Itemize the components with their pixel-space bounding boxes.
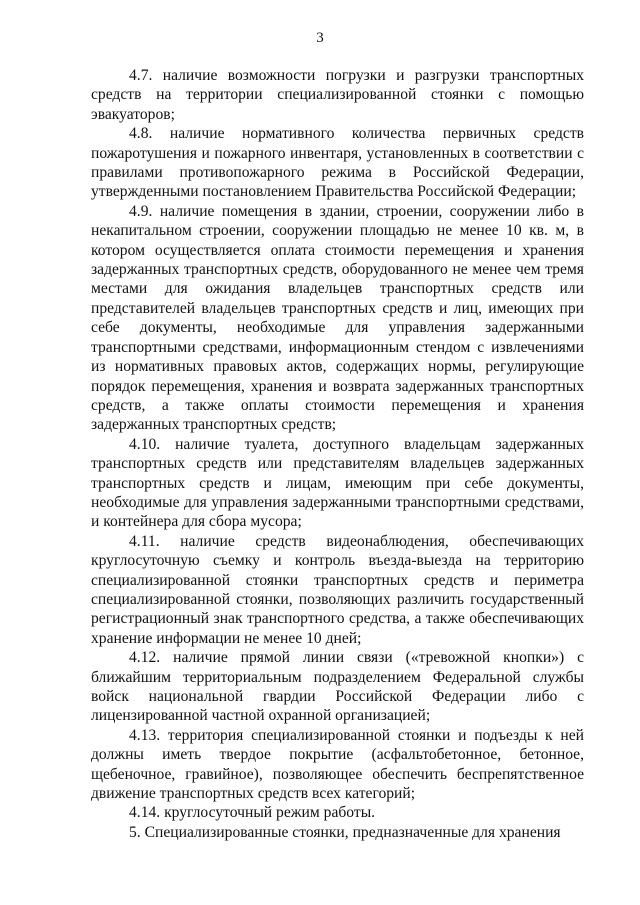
paragraph-4-14: 4.14. круглосуточный режим работы. bbox=[129, 804, 376, 822]
paragraph-4-7: 4.7. наличие возможности погрузки и разгрузки транспортных средств на территории специализированной стоянки с помощью эвакуаторов; bbox=[91, 67, 584, 123]
page-number: 3 bbox=[316, 30, 324, 46]
paragraph-4-8: 4.8. наличие нормативного количества первичных средств пожаротушения и пожарного инвентаря, установленных в соответствии с правилами противопожарного режима в Российской Федерации, утвержденными постановлением Правительства Российской Федерации; bbox=[91, 125, 584, 201]
paragraph-4-12: 4.12. наличие прямой линии связи («тревожной кнопки») с ближайшим территориальным подразделением Федеральной службы войск национальной гвардии Российской Федерации либо с лицензированной частной охранной организацией; bbox=[91, 649, 584, 725]
paragraph-4-10: 4.10. наличие туалета, доступного владельцам задержанных транспортных средств или представителям владельцев задержанных транспортных средств и лицам, имеющим при себе документы, необходимые для управления задержанными транспортными средствами, и контейнера для сбора мусора; bbox=[91, 435, 584, 531]
paragraph-4-13: 4.13. территория специализированной стоянки и подъезды к ней должны иметь твердое покрытие (асфальтобетонное, бетонное, щебеночное, гравийное), позволяющее обеспечить беспрепятственное движение транспортных средств всех категорий; bbox=[91, 726, 584, 803]
paragraph-4-11: 4.11. наличие средств видеонаблюдения, обеспечивающих круглосуточную съемку и контроль въезда-выезда на территорию специализированной стоянки транспортных средств и периметра специализированной стоянки, позволяющих различить государственный регистрационный знак транспортного средства, а также обеспечивающих хранение информации не менее 10 дней; bbox=[91, 532, 584, 647]
paragraph-4-9: 4.9. наличие помещения в здании, строении, сооружении либо в некапитальном строении, сооружении площадью не менее 10 кв. м, в котором осуществляется оплата стоимости перемещения и хранения задержанных транспортных средств, оборудованного не менее чем тремя местами для ожидания владельцев транспортных средств или представителей владельцев транспортных средств и лиц, имеющих при себе документы, необходимые для управления задержанными транспортными средствами, информационным стендом с извлечениями из нормативных правовых актов, содержащих нормы, регулирующие порядок перемещения, хранения и возврата задержанных транспортных средств, а также оплаты стоимости перемещения и хранения задержанных транспортных средств; bbox=[91, 202, 584, 434]
document-body bbox=[91, 66, 584, 842]
paragraph-5: 5. Специализированные стоянки, предназначенные для хранения bbox=[129, 823, 561, 841]
